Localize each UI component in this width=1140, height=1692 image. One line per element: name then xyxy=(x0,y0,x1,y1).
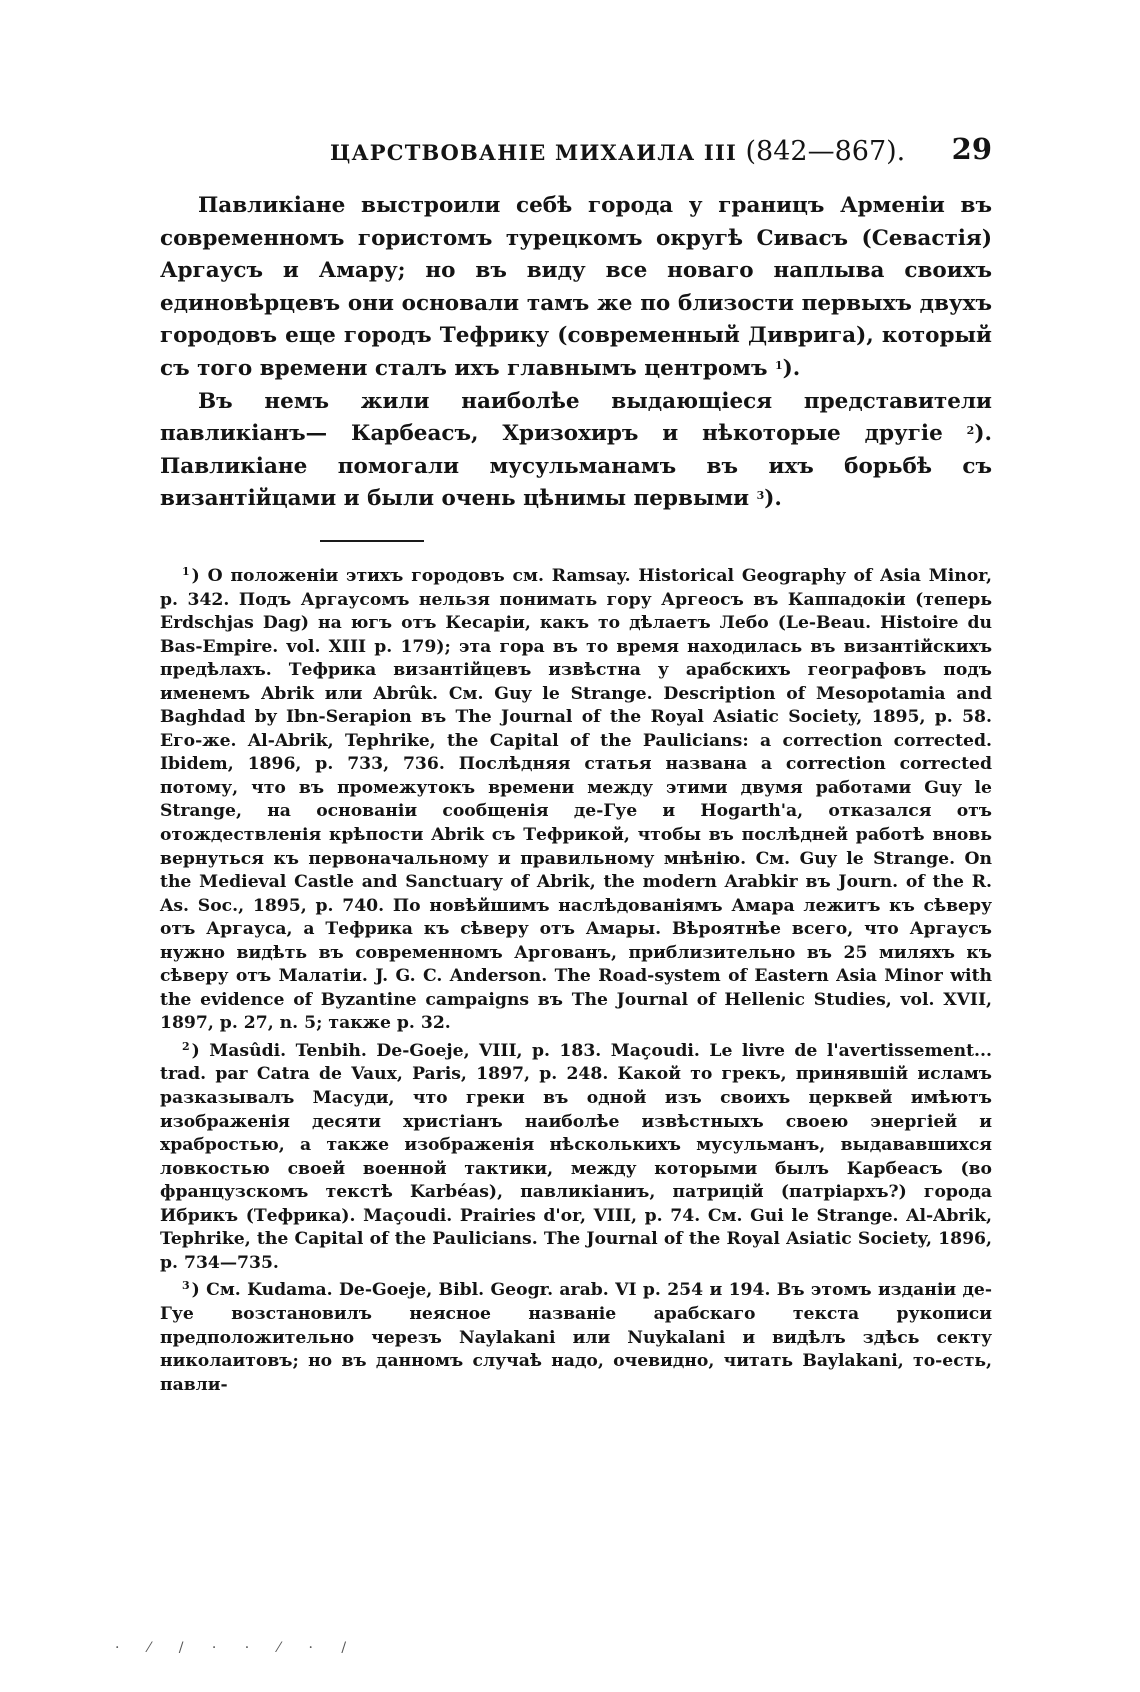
page-number: 29 xyxy=(951,132,992,166)
paragraph-text: Павликіане помогали мусульманамъ въ ихъ борьбѣ съ византійцами и были очень цѣнимы первыми xyxy=(160,453,992,512)
paragraph-ending: ). xyxy=(782,355,801,381)
paragraph-ending: ). xyxy=(764,486,782,512)
footnote-ref: 1 xyxy=(774,358,783,372)
footnote-text: ) Masûdi. Tenbih. De-Goeje, VIII, p. 183. Maçoudi. Le livre de l'avertissement... trad. par Catra de Vaux, Paris, 1897, p. 248. Какой то грекъ, принявшій исламъ разказывалъ Масуди, что греки въ одной изъ своихъ церквей имѣютъ изображенія десяти христіанъ наиболѣе извѣстныхъ своею энергіей и храбростью, а также изображенія нѣсколькихъ мусульманъ, выдававшихся ловкостью своей военной тактики, между которыми былъ Карбеасъ (во французскомъ текстѣ Karbéas), павликіаниъ, патрицій (патріархъ?) города Ибрикъ (Тефрика). Maçoudi. Prairies d'or, VIII, p. 74. См. Gui le Strange. Al-Abrik, Tephrike, the Capital of the Paulicians. The Journal of the Royal Asiatic Society, 1896, p. 734—735. xyxy=(160,1040,992,1273)
footnote xyxy=(160,565,992,1036)
footnote-mark: 3 xyxy=(182,1279,190,1293)
main-text xyxy=(160,190,992,516)
footnote-ref: 2 xyxy=(966,424,975,438)
scan-specks: · ⁄ / · · ⁄ · / xyxy=(115,1640,359,1656)
footnote-ref: 3 xyxy=(756,489,765,503)
paragraph-ending: ). xyxy=(974,421,992,447)
footnote-mark: 2 xyxy=(182,1039,190,1053)
footnote-text: ) См. Kudama. De-Goeje, Bibl. Geogr. arab. VI p. 254 и 194. Въ этомъ изданіи де-Гуе возстановилъ неясное названіе арабскаго текста рукописи предположительно черезъ Naylakani или Nuykalani и видѣлъ здѣсь секту николаитовъ; но въ данномъ случаѣ надо, очевидно, читать Baylakani, то-есть, павли- xyxy=(160,1280,992,1395)
footnote xyxy=(160,1040,992,1275)
footnote-text: ) О положеніи этихъ городовъ см. Ramsay. Historical Geography of Asia Minor, p. 342. Подъ Аргаусомъ нельзя понимать гору Аргеосъ въ Каппадокіи (теперь Erdschjas Dag) на югъ отъ Кесаріи, какъ то дѣлаетъ Лебо (Le-Beau. Histoire du Bas-Empire. vol. XIII p. 179); эта гора въ то время находилась въ византійскихъ предѣлахъ. Тефрика византійцевъ извѣстна у арабскихъ географовъ подъ именемъ Abrik или Abrûk. См. Guy le Strange. Description of Mesopotamia and Baghdad by Ibn-Serapion въ The Journal of the Royal Asiatic Society, 1895, p. 58. Его-же. Al-Abrik, Tephrike, the Capital of the Paulicians: a correction corrected. Ibidem, 1896, p. 733, 736. Послѣдняя статья названа a correction corrected потому, что въ промежутокъ времени между этими двумя работами Guy le Strange, на основаніи сообщенія де-Гуе и Hogarth'а, отказался отъ отождествленія крѣпости Abrik съ Тефрикой, чтобы въ послѣдней работѣ вновь вернуться къ первоначальному и правильному мнѣнію. См. Guy le Strange. On the Medieval Castle and Sanctuary of Abrik, the modern Arabkir въ Journ. of the R. As. Soc., 1895, p. 740. По новѣйшимъ наслѣдованіямъ Амара лежитъ къ сѣверу отъ Аргауса, а Тефрика къ сѣверу отъ Амары. Вѣроятнѣе всего, что Аргаусъ нужно видѣть въ современномъ Аргованъ, приблизительно въ 25 миляхъ къ сѣверу отъ Малатіи. J. G. C. Anderson. The Road-system of Eastern Asia Minor with the evidence of Byzantine campaigns въ The Journal of Hellenic Studies, vol. XVII, 1897, p. 27, n. 5; также p. 32. xyxy=(160,566,992,1034)
paragraph-text: Павликіане выстроили себѣ города у границъ Арменіи въ современномъ гористомъ турецкомъ округѣ Сивасъ (Севастія) Аргаусъ и Амару; но въ виду все новаго наплыва своихъ единовѣрцевъ они основали тамъ же по близости первыхъ двухъ городовъ еще городъ Тефрику (современный Диврига), который съ того времени сталъ ихъ главнымъ центромъ xyxy=(160,193,992,381)
page-header xyxy=(160,132,992,172)
running-head xyxy=(330,136,905,167)
paragraph xyxy=(160,190,992,386)
footnote-mark: 1 xyxy=(182,565,190,578)
footnote xyxy=(160,1279,992,1397)
footnotes xyxy=(160,565,992,1397)
paragraph-text: Въ немъ жили наиболѣе выдающіеся представители павликіанъ— Карбеасъ, Хризохиръ и нѣкоторые другіе xyxy=(160,388,992,447)
paragraph xyxy=(160,386,992,516)
running-head-years: (842—867). xyxy=(745,136,906,167)
running-head-title: ЦАРСТВОВАНІЕ МИХАИЛА III xyxy=(330,140,737,165)
footnote-separator xyxy=(320,540,424,542)
